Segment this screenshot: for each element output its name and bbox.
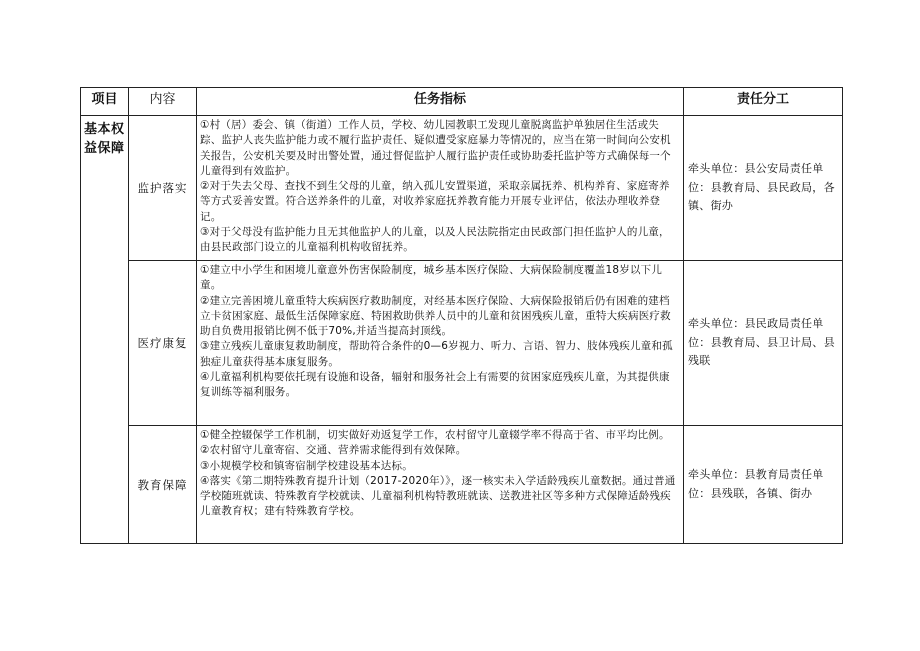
task-item: ③对于父母没有监护能力且无其他监护人的儿童，以及人民法院指定由民政部门担任监护人的儿童，由县民政部门设立的儿童福利机构收留抚养。 — [200, 226, 670, 254]
responsibility-cell: 牵头单位：县民政局责任单位：县教育局、县卫计局、县残联 — [684, 261, 843, 426]
content-cell: 教育保障 — [129, 426, 197, 544]
header-task: 任务指标 — [197, 88, 684, 116]
task-item: ④儿童福利机构要依托现有设施和设备，辐射和服务社会上有需要的贫困家庭残疾儿童，为其提供康复训练等福利服务。 — [200, 371, 670, 399]
task-cell — [197, 426, 684, 544]
task-cell — [197, 116, 684, 261]
content-cell: 医疗康复 — [129, 261, 197, 426]
task-item: ②对于失去父母、查找不到生父母的儿童，纳入孤儿安置渠道，采取亲属抚养、机构养育、家庭寄养等方式妥善安置。符合送养条件的儿童，对收养家庭抚养教育能力开展专业评估，依法办理收养登记。 — [200, 180, 670, 223]
responsibility-cell: 牵头单位：县公安局责任单位：县教育局、县民政局，各镇、街办 — [684, 116, 843, 261]
task-item: ③小规模学校和镇寄宿制学校建设基本达标。 — [200, 459, 413, 472]
content-cell: 监护落实 — [129, 116, 197, 261]
table-row — [81, 261, 843, 426]
task-item: ①村（居）委会、镇（街道）工作人员，学校、幼儿园教职工发现儿童脱离监护单独居住生活或失踪、监护人丧失监护能力或不履行监护责任、疑似遭受家庭暴力等情况的，应当在第一时间向公安机关报告，公安机关要及时出警处置，通过督促监护人履行监护责任或协助委托监护等方式确保每一个儿童得到有效监护。 — [200, 119, 671, 177]
task-item: ④落实《第二期特殊教育提升计划（2017-2020年）》，逐一核实未入学适龄残疾儿童数据。通过普通学校随班就读、特殊教育学校就读、儿童福利机构特教班就读、送教进社区等多种方式保障适龄残疾儿童教育权；建有特殊教育学校。 — [200, 474, 676, 518]
header-responsibility: 责任分工 — [684, 88, 843, 116]
responsibility-cell: 牵头单位：县教育局责任单位：县残联，各镇、街办 — [684, 426, 843, 544]
task-item: ③建立残疾儿童康复救助制度，帮助符合条件的0—6岁视力、听力、言语、智力、肢体残疾儿童和孤独症儿童获得基本康复服务。 — [200, 340, 673, 368]
task-item: ①健全控辍保学工作机制，切实做好劝返复学工作，农村留守儿童辍学率不得高于省、市平均比例。 — [200, 429, 670, 441]
header-project: 项目 — [81, 88, 129, 116]
task-item: ②农村留守儿童寄宿、交通、营养需求能得到有效保障。 — [200, 444, 467, 457]
table-header-row — [81, 88, 843, 116]
task-item: ②建立完善困境儿童重特大疾病医疗救助制度，对经基本医疗保险、大病保险报销后仍有困难的建档立卡贫困家庭、最低生活保障家庭、特困救助供养人员中的儿童和贫困残疾儿童，重特大疾病医疗救助自负费用报销比例不低于70%,并适当提高封顶线。 — [200, 294, 671, 338]
header-content: 内容 — [129, 88, 197, 116]
task-table — [80, 87, 843, 544]
table-row — [81, 116, 843, 261]
task-cell — [197, 261, 684, 426]
table-row — [81, 426, 843, 544]
task-item: ①建立中小学生和困境儿童意外伤害保险制度，城乡基本医疗保险、大病保险制度覆盖18岁以下儿童。 — [200, 264, 663, 292]
category-cell: 基本权益保障 — [81, 116, 129, 544]
